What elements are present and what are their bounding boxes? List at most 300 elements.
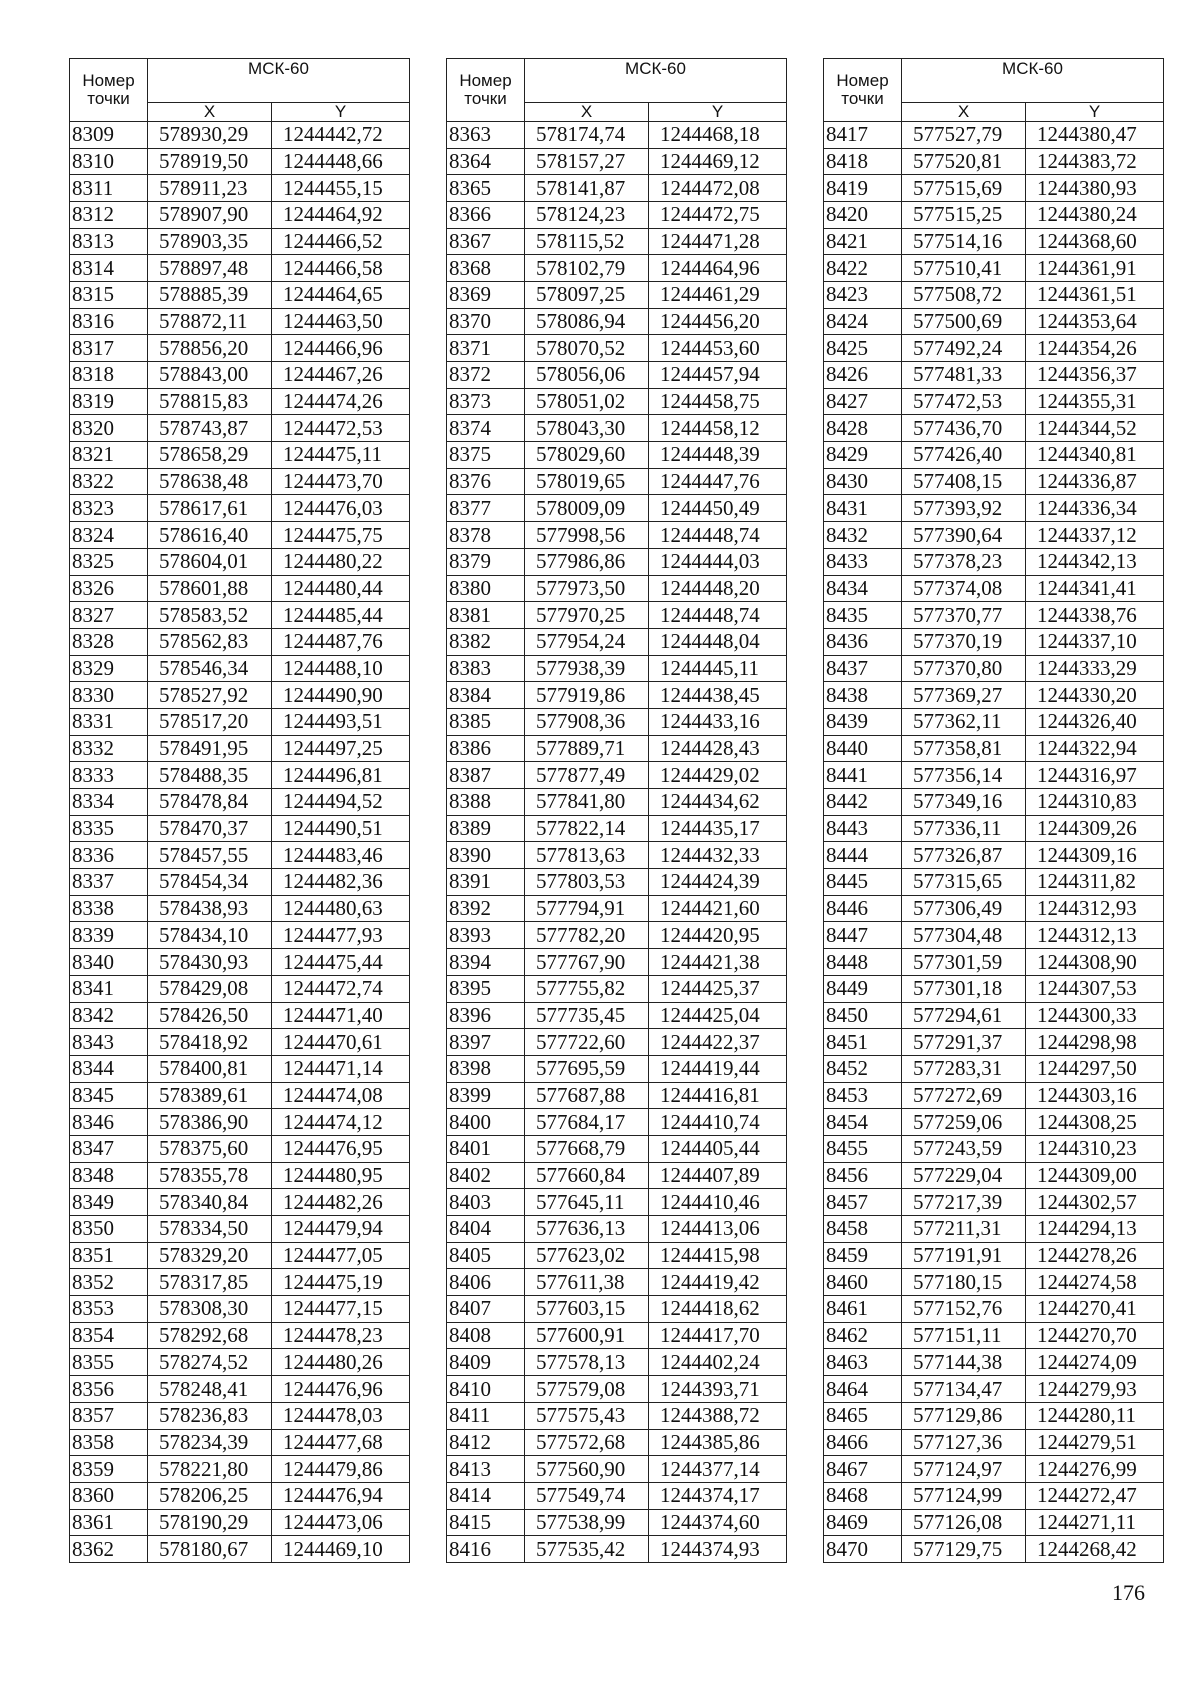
y-coordinate-cell: 1244485,44: [272, 602, 410, 629]
table-row: [70, 1322, 410, 1349]
x-coordinate-cell: 578329,20: [148, 1242, 272, 1269]
x-coordinate-cell: 577426,40: [902, 442, 1026, 469]
point-number-cell: 8316: [70, 308, 148, 335]
x-coordinate-cell: 577481,33: [902, 362, 1026, 389]
x-coordinate-cell: 578389,61: [148, 1082, 272, 1109]
point-number-cell: 8362: [70, 1536, 148, 1563]
y-coordinate-cell: 1244353,64: [1026, 308, 1164, 335]
table-row: [447, 1429, 787, 1456]
point-number-cell: 8421: [824, 228, 902, 255]
x-coordinate-cell: 577211,31: [902, 1216, 1026, 1243]
x-coordinate-cell: 577358,81: [902, 735, 1026, 762]
table-row: [447, 175, 787, 202]
x-coordinate-cell: 577301,59: [902, 949, 1026, 976]
point-number-cell: 8376: [447, 468, 525, 495]
table-row: [824, 1189, 1164, 1216]
x-coordinate-cell: 577973,50: [525, 575, 649, 602]
point-number-cell: 8439: [824, 708, 902, 735]
y-coordinate-cell: 1244461,29: [649, 281, 787, 308]
y-coordinate-cell: 1244274,09: [1026, 1349, 1164, 1376]
coordinates-table-1: [69, 58, 410, 1563]
y-coordinate-cell: 1244494,52: [272, 789, 410, 816]
table-row: [824, 682, 1164, 709]
x-coordinate-cell: 578604,01: [148, 548, 272, 575]
x-coordinate-cell: 577129,75: [902, 1536, 1026, 1563]
point-number-header: Номер точки: [70, 59, 148, 122]
table-row: [70, 495, 410, 522]
table-row: [447, 1082, 787, 1109]
y-coordinate-cell: 1244450,49: [649, 495, 787, 522]
y-coordinate-cell: 1244469,10: [272, 1536, 410, 1563]
point-number-cell: 8463: [824, 1349, 902, 1376]
x-coordinate-cell: 577527,79: [902, 121, 1026, 148]
x-coordinate-cell: 578426,50: [148, 1002, 272, 1029]
y-coordinate-cell: 1244429,02: [649, 762, 787, 789]
y-coordinate-cell: 1244472,74: [272, 975, 410, 1002]
table-row: [824, 949, 1164, 976]
y-coordinate-cell: 1244271,11: [1026, 1509, 1164, 1536]
y-coordinate-cell: 1244467,26: [272, 362, 410, 389]
point-number-cell: 8430: [824, 468, 902, 495]
table-row: [70, 522, 410, 549]
table-row: [447, 815, 787, 842]
table-row: [70, 869, 410, 896]
point-number-cell: 8353: [70, 1296, 148, 1323]
y-coordinate-cell: 1244442,72: [272, 121, 410, 148]
y-coordinate-cell: 1244447,76: [649, 468, 787, 495]
x-coordinate-cell: 577393,92: [902, 495, 1026, 522]
point-number-cell: 8369: [447, 281, 525, 308]
y-coordinate-cell: 1244419,44: [649, 1055, 787, 1082]
y-coordinate-cell: 1244374,60: [649, 1509, 787, 1536]
x-coordinate-cell: 578903,35: [148, 228, 272, 255]
table-row: [447, 1029, 787, 1056]
x-coordinate-cell: 578386,90: [148, 1109, 272, 1136]
point-number-cell: 8401: [447, 1135, 525, 1162]
table-row: [824, 121, 1164, 148]
table-row: [447, 682, 787, 709]
x-coordinate-cell: 577229,04: [902, 1162, 1026, 1189]
y-coordinate-cell: 1244316,97: [1026, 762, 1164, 789]
x-coordinate-cell: 578454,34: [148, 869, 272, 896]
y-coordinate-cell: 1244490,51: [272, 815, 410, 842]
y-coordinate-cell: 1244471,14: [272, 1055, 410, 1082]
point-number-cell: 8358: [70, 1429, 148, 1456]
y-coordinate-cell: 1244361,51: [1026, 281, 1164, 308]
x-coordinate-cell: 577510,41: [902, 255, 1026, 282]
table-row: [447, 655, 787, 682]
y-coordinate-cell: 1244388,72: [649, 1402, 787, 1429]
y-coordinate-cell: 1244270,41: [1026, 1296, 1164, 1323]
point-number-cell: 8435: [824, 602, 902, 629]
table-row: [824, 1029, 1164, 1056]
x-coordinate-cell: 578930,29: [148, 121, 272, 148]
table-row: [70, 762, 410, 789]
x-column-header: X: [148, 103, 272, 122]
x-coordinate-cell: 577301,18: [902, 975, 1026, 1002]
y-coordinate-cell: 1244272,47: [1026, 1482, 1164, 1509]
table-row: [447, 922, 787, 949]
table-row: [70, 1189, 410, 1216]
table-row: [70, 201, 410, 228]
x-coordinate-cell: 577315,65: [902, 869, 1026, 896]
y-coordinate-cell: 1244433,16: [649, 708, 787, 735]
table-row: [824, 201, 1164, 228]
y-coordinate-cell: 1244420,95: [649, 922, 787, 949]
y-coordinate-cell: 1244333,29: [1026, 655, 1164, 682]
point-number-cell: 8431: [824, 495, 902, 522]
table-row: [447, 1349, 787, 1376]
point-number-cell: 8395: [447, 975, 525, 1002]
point-number-cell: 8349: [70, 1189, 148, 1216]
y-coordinate-cell: 1244464,96: [649, 255, 787, 282]
table-row: [824, 1002, 1164, 1029]
y-coordinate-cell: 1244279,93: [1026, 1376, 1164, 1403]
x-coordinate-cell: 578234,39: [148, 1429, 272, 1456]
point-number-cell: 8329: [70, 655, 148, 682]
x-coordinate-cell: 578418,92: [148, 1029, 272, 1056]
point-number-cell: 8321: [70, 442, 148, 469]
y-coordinate-cell: 1244477,68: [272, 1429, 410, 1456]
x-coordinate-cell: 578491,95: [148, 735, 272, 762]
point-number-cell: 8407: [447, 1296, 525, 1323]
table-row: [447, 148, 787, 175]
y-coordinate-cell: 1244421,60: [649, 895, 787, 922]
table-row: [824, 335, 1164, 362]
table-row: [824, 1509, 1164, 1536]
table-row: [70, 735, 410, 762]
table-row: [824, 1296, 1164, 1323]
x-coordinate-cell: 577767,90: [525, 949, 649, 976]
y-coordinate-cell: 1244415,98: [649, 1242, 787, 1269]
table-row: [70, 1376, 410, 1403]
table-row: [70, 975, 410, 1002]
y-coordinate-cell: 1244438,45: [649, 682, 787, 709]
y-coordinate-cell: 1244280,11: [1026, 1402, 1164, 1429]
x-coordinate-cell: 578174,74: [525, 121, 649, 148]
table-row: [824, 468, 1164, 495]
y-coordinate-cell: 1244472,75: [649, 201, 787, 228]
point-number-cell: 8314: [70, 255, 148, 282]
x-coordinate-cell: 577378,23: [902, 548, 1026, 575]
point-number-cell: 8450: [824, 1002, 902, 1029]
point-number-cell: 8442: [824, 789, 902, 816]
point-number-cell: 8440: [824, 735, 902, 762]
point-number-cell: 8366: [447, 201, 525, 228]
table-row: [447, 1189, 787, 1216]
x-coordinate-cell: 578843,00: [148, 362, 272, 389]
y-coordinate-cell: 1244422,37: [649, 1029, 787, 1056]
x-coordinate-cell: 577390,64: [902, 522, 1026, 549]
x-coordinate-cell: 577152,76: [902, 1296, 1026, 1323]
x-coordinate-cell: 577560,90: [525, 1456, 649, 1483]
table-row: [447, 949, 787, 976]
y-coordinate-cell: 1244310,23: [1026, 1135, 1164, 1162]
table-row: [824, 1242, 1164, 1269]
y-coordinate-cell: 1244278,26: [1026, 1242, 1164, 1269]
table-row: [824, 895, 1164, 922]
point-number-cell: 8328: [70, 628, 148, 655]
table-row: [447, 1216, 787, 1243]
y-coordinate-cell: 1244473,70: [272, 468, 410, 495]
table-row: [824, 1135, 1164, 1162]
point-number-cell: 8413: [447, 1456, 525, 1483]
x-coordinate-cell: 577813,63: [525, 842, 649, 869]
point-number-cell: 8365: [447, 175, 525, 202]
table-row: [824, 1536, 1164, 1563]
table-row: [447, 415, 787, 442]
y-coordinate-cell: 1244410,74: [649, 1109, 787, 1136]
table-row: [70, 1242, 410, 1269]
point-number-cell: 8375: [447, 442, 525, 469]
y-coordinate-cell: 1244445,11: [649, 655, 787, 682]
x-coordinate-cell: 578897,48: [148, 255, 272, 282]
point-number-cell: 8397: [447, 1029, 525, 1056]
table-row: [447, 895, 787, 922]
table-row: [70, 1482, 410, 1509]
x-coordinate-cell: 577472,53: [902, 388, 1026, 415]
table-row: [447, 1376, 787, 1403]
y-coordinate-cell: 1244340,81: [1026, 442, 1164, 469]
point-number-cell: 8360: [70, 1482, 148, 1509]
y-coordinate-cell: 1244361,91: [1026, 255, 1164, 282]
table-row: [70, 655, 410, 682]
point-number-cell: 8398: [447, 1055, 525, 1082]
x-coordinate-cell: 578317,85: [148, 1269, 272, 1296]
table-row: [824, 762, 1164, 789]
point-number-cell: 8449: [824, 975, 902, 1002]
x-coordinate-cell: 577660,84: [525, 1162, 649, 1189]
y-coordinate-cell: 1244466,58: [272, 255, 410, 282]
y-coordinate-cell: 1244448,04: [649, 628, 787, 655]
y-coordinate-cell: 1244354,26: [1026, 335, 1164, 362]
point-number-cell: 8383: [447, 655, 525, 682]
x-coordinate-cell: 578658,29: [148, 442, 272, 469]
point-number-cell: 8391: [447, 869, 525, 896]
y-coordinate-cell: 1244496,81: [272, 762, 410, 789]
point-number-cell: 8313: [70, 228, 148, 255]
y-coordinate-cell: 1244497,25: [272, 735, 410, 762]
y-coordinate-cell: 1244479,86: [272, 1456, 410, 1483]
x-coordinate-cell: 577695,59: [525, 1055, 649, 1082]
y-coordinate-cell: 1244279,51: [1026, 1429, 1164, 1456]
x-coordinate-cell: 577603,15: [525, 1296, 649, 1323]
point-number-cell: 8312: [70, 201, 148, 228]
coordinates-table-3: [823, 58, 1164, 1563]
y-coordinate-cell: 1244478,03: [272, 1402, 410, 1429]
point-number-cell: 8355: [70, 1349, 148, 1376]
point-number-cell: 8415: [447, 1509, 525, 1536]
y-coordinate-cell: 1244300,33: [1026, 1002, 1164, 1029]
x-coordinate-cell: 577306,49: [902, 895, 1026, 922]
point-number-cell: 8469: [824, 1509, 902, 1536]
y-coordinate-cell: 1244488,10: [272, 655, 410, 682]
point-number-cell: 8445: [824, 869, 902, 896]
y-coordinate-cell: 1244336,87: [1026, 468, 1164, 495]
y-coordinate-cell: 1244482,26: [272, 1189, 410, 1216]
x-coordinate-cell: 578488,35: [148, 762, 272, 789]
table-row: [447, 1536, 787, 1563]
x-coordinate-cell: 577722,60: [525, 1029, 649, 1056]
table-row: [447, 1456, 787, 1483]
y-coordinate-cell: 1244380,93: [1026, 175, 1164, 202]
y-coordinate-cell: 1244268,42: [1026, 1536, 1164, 1563]
point-number-cell: 8310: [70, 148, 148, 175]
point-number-cell: 8438: [824, 682, 902, 709]
y-coordinate-cell: 1244475,11: [272, 442, 410, 469]
y-coordinate-cell: 1244311,82: [1026, 869, 1164, 896]
point-number-cell: 8437: [824, 655, 902, 682]
y-coordinate-cell: 1244464,65: [272, 281, 410, 308]
y-coordinate-cell: 1244456,20: [649, 308, 787, 335]
point-number-cell: 8386: [447, 735, 525, 762]
table-row: [824, 1082, 1164, 1109]
point-number-cell: 8340: [70, 949, 148, 976]
point-number-cell: 8326: [70, 575, 148, 602]
point-number-cell: 8388: [447, 789, 525, 816]
y-coordinate-cell: 1244468,18: [649, 121, 787, 148]
point-number-cell: 8322: [70, 468, 148, 495]
table-row: [824, 228, 1164, 255]
point-number-cell: 8338: [70, 895, 148, 922]
y-coordinate-cell: 1244463,50: [272, 308, 410, 335]
point-number-cell: 8382: [447, 628, 525, 655]
y-coordinate-cell: 1244308,90: [1026, 949, 1164, 976]
x-coordinate-cell: 577735,45: [525, 1002, 649, 1029]
table-row: [70, 415, 410, 442]
table-row: [447, 1509, 787, 1536]
x-coordinate-cell: 577126,08: [902, 1509, 1026, 1536]
x-coordinate-cell: 578056,06: [525, 362, 649, 389]
x-coordinate-cell: 578180,67: [148, 1536, 272, 1563]
point-number-cell: 8327: [70, 602, 148, 629]
x-coordinate-cell: 577124,97: [902, 1456, 1026, 1483]
table-row: [70, 1509, 410, 1536]
y-coordinate-cell: 1244309,16: [1026, 842, 1164, 869]
y-coordinate-cell: 1244476,96: [272, 1376, 410, 1403]
table-row: [447, 308, 787, 335]
table-row: [824, 869, 1164, 896]
table-row: [70, 255, 410, 282]
x-coordinate-cell: 577579,08: [525, 1376, 649, 1403]
point-number-cell: 8465: [824, 1402, 902, 1429]
point-number-cell: 8371: [447, 335, 525, 362]
point-number-cell: 8317: [70, 335, 148, 362]
table-row: [70, 1109, 410, 1136]
x-coordinate-cell: 577349,16: [902, 789, 1026, 816]
x-coordinate-cell: 577970,25: [525, 602, 649, 629]
point-number-cell: 8409: [447, 1349, 525, 1376]
x-coordinate-cell: 577919,86: [525, 682, 649, 709]
point-number-cell: 8346: [70, 1109, 148, 1136]
point-number-cell: 8361: [70, 1509, 148, 1536]
table-row: [447, 468, 787, 495]
x-coordinate-cell: 577877,49: [525, 762, 649, 789]
table-row: [447, 1055, 787, 1082]
x-column-header: X: [902, 103, 1026, 122]
point-number-cell: 8377: [447, 495, 525, 522]
x-coordinate-cell: 577755,82: [525, 975, 649, 1002]
point-number-cell: 8396: [447, 1002, 525, 1029]
point-number-cell: 8404: [447, 1216, 525, 1243]
table-row: [824, 255, 1164, 282]
point-number-cell: 8467: [824, 1456, 902, 1483]
x-coordinate-cell: 577636,13: [525, 1216, 649, 1243]
y-coordinate-cell: 1244374,93: [649, 1536, 787, 1563]
x-coordinate-cell: 577370,19: [902, 628, 1026, 655]
point-number-cell: 8341: [70, 975, 148, 1002]
x-coordinate-cell: 578292,68: [148, 1322, 272, 1349]
table-row: [70, 1002, 410, 1029]
point-number-cell: 8363: [447, 121, 525, 148]
y-coordinate-cell: 1244444,03: [649, 548, 787, 575]
table-row: [824, 708, 1164, 735]
point-number-cell: 8325: [70, 548, 148, 575]
y-coordinate-cell: 1244493,51: [272, 708, 410, 735]
y-coordinate-cell: 1244421,38: [649, 949, 787, 976]
table-row: [824, 1269, 1164, 1296]
table-row: [70, 789, 410, 816]
y-coordinate-cell: 1244475,75: [272, 522, 410, 549]
x-coordinate-cell: 577408,15: [902, 468, 1026, 495]
table-row: [824, 1216, 1164, 1243]
table-row: [447, 575, 787, 602]
x-coordinate-cell: 578009,09: [525, 495, 649, 522]
y-coordinate-cell: 1244464,92: [272, 201, 410, 228]
table-row: [447, 1269, 787, 1296]
point-number-cell: 8357: [70, 1402, 148, 1429]
table-row: [70, 335, 410, 362]
x-coordinate-cell: 577938,39: [525, 655, 649, 682]
y-coordinate-cell: 1244478,23: [272, 1322, 410, 1349]
table-row: [824, 308, 1164, 335]
x-coordinate-cell: 578470,37: [148, 815, 272, 842]
table-row: [824, 1482, 1164, 1509]
x-coordinate-cell: 577575,43: [525, 1402, 649, 1429]
x-coordinate-cell: 577623,02: [525, 1242, 649, 1269]
y-coordinate-cell: 1244448,74: [649, 522, 787, 549]
page-number: 176: [1112, 1580, 1145, 1605]
point-number-cell: 8324: [70, 522, 148, 549]
point-number-header: Номер точки: [824, 59, 902, 122]
x-coordinate-cell: 577687,88: [525, 1082, 649, 1109]
y-coordinate-cell: 1244312,13: [1026, 922, 1164, 949]
point-number-cell: 8323: [70, 495, 148, 522]
x-coordinate-cell: 578856,20: [148, 335, 272, 362]
x-coordinate-cell: 577600,91: [525, 1322, 649, 1349]
table-row: [447, 281, 787, 308]
x-coordinate-cell: 578206,25: [148, 1482, 272, 1509]
x-coordinate-cell: 578438,93: [148, 895, 272, 922]
point-number-cell: 8425: [824, 335, 902, 362]
point-number-cell: 8453: [824, 1082, 902, 1109]
table-row: [824, 1349, 1164, 1376]
x-coordinate-cell: 578815,83: [148, 388, 272, 415]
y-coordinate-cell: 1244410,46: [649, 1189, 787, 1216]
table-row: [70, 281, 410, 308]
x-coordinate-cell: 578872,11: [148, 308, 272, 335]
x-coordinate-cell: 577374,08: [902, 575, 1026, 602]
point-number-cell: 8348: [70, 1162, 148, 1189]
x-coordinate-cell: 578743,87: [148, 415, 272, 442]
point-number-cell: 8359: [70, 1456, 148, 1483]
x-coordinate-cell: 578070,52: [525, 335, 649, 362]
table-row: [447, 1402, 787, 1429]
point-number-cell: 8462: [824, 1322, 902, 1349]
y-coordinate-cell: 1244471,28: [649, 228, 787, 255]
table-row: [824, 655, 1164, 682]
table-row: [447, 842, 787, 869]
